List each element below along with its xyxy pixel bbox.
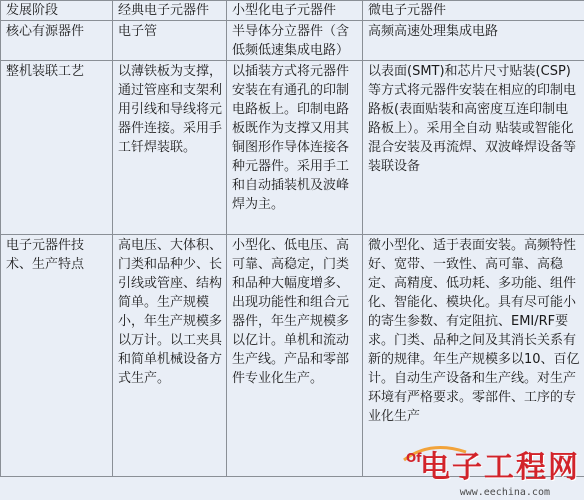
cell-mini-features: 小型化、低电压、高可靠、高稳定，门类和品种大幅度增多、出现功能性和组合元器件，年生产规模多以亿计。单机和流动生产线。产品和零部件专业化生产。 [227, 235, 363, 477]
svg-text:Of: Of [406, 451, 422, 465]
cell-micro-features: 微小型化、适于表面安装。高频特性好、宽带、一致性、高可靠、高稳定、高精度、低功耗、多功能、组件化、智能化、模块化。具有尽可能小的寄生参数、有定阻抗、EMI/RF要求。门类、品种之间及其消长关系有新的规律。年生产规模多以10、百亿计。自动生产设备和生产线。对生产环境有严格要求。零部件、工序的专业化生产 [363, 235, 584, 477]
row-label-assembly: 整机装联工艺 [1, 61, 113, 235]
cell-classic-features: 高电压、大体积、门类和品种少、长引线或管座、结构简单。生产规模小，年生产规模多以万计。以工夹具和简单机械设备方式生产。 [113, 235, 227, 477]
cell-mini-assembly: 以插装方式将元器件安装在有通孔的印制电路板上。印制电路板既作为支撑又用其铜图形作导体连接各种元器件。采用手工和自动插装机及波峰焊为主。 [227, 61, 363, 235]
table-row [1, 61, 584, 235]
row-label-features: 电子元器件技术、生产特点 [1, 235, 113, 477]
cell-micro-core: 高频高速处理集成电路 [363, 21, 584, 61]
table-header-row [1, 1, 584, 21]
header-microelectronic: 微电子元器件 [363, 1, 584, 21]
row-label-core-device: 核心有源器件 [1, 21, 113, 61]
header-miniaturized: 小型化电子元器件 [227, 1, 363, 21]
cell-mini-core: 半导体分立器件（含低频低速集成电路） [227, 21, 363, 61]
watermark-title: 电子工程网 [420, 450, 580, 485]
table-row [1, 21, 584, 61]
header-classic: 经典电子元器件 [113, 1, 227, 21]
cell-classic-assembly: 以薄铁板为支撑，通过管座和支架利用引线和导线将元器件连接。采用手工钎焊装联。 [113, 61, 227, 235]
watermark-url: www.eechina.com [459, 487, 550, 498]
table-row [1, 235, 584, 477]
header-stage: 发展阶段 [1, 1, 113, 21]
cell-micro-assembly: 以表面(SMT)和芯片尺寸贴装(CSP)等方式将元器件安装在相应的印制电路板(表面贴装和高密度互连印制电路板上）。采用全自动 贴装或智能化混合安装及再流焊、双波峰焊设备等装联设备 [363, 61, 584, 235]
cell-classic-core: 电子管 [113, 21, 227, 61]
